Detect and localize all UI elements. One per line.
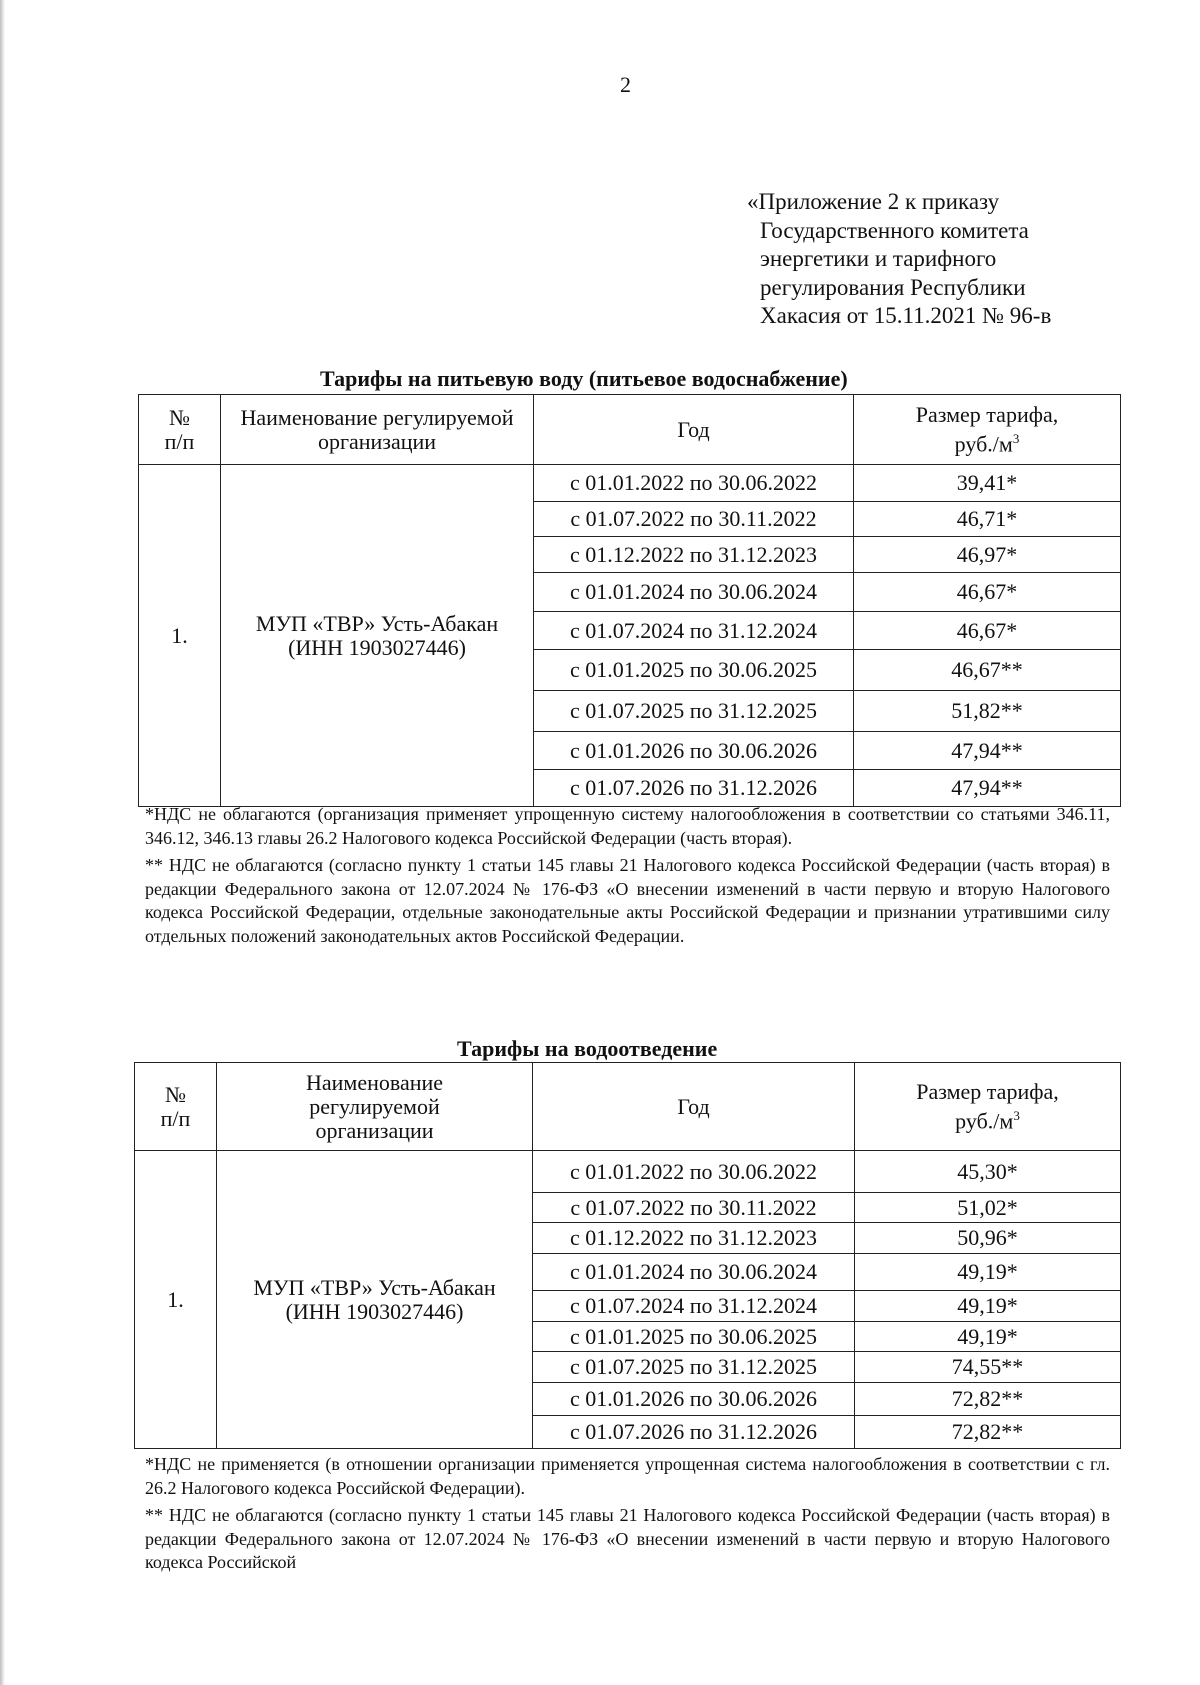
header-organization: Наименование регулируемой организации	[217, 1063, 533, 1151]
period-cell: с 01.01.2025 по 30.06.2025	[533, 1322, 855, 1352]
period-cell: с 01.12.2022 по 31.12.2023	[534, 537, 854, 573]
appendix-line: Хакасия от 15.11.2021 № 96-в	[760, 303, 1052, 328]
rate-cell: 51,82**	[854, 691, 1121, 732]
footnote-single-star: *НДС не применяется (в отношении организации применяется упрощенная система налогообложения в соответствии с гл. 26.2 Налогового кодекса Российской Федерации).	[145, 1454, 1110, 1498]
rate-cell: 46,67**	[854, 650, 1121, 691]
appendix-reference	[747, 188, 1167, 331]
header-rate: Размер тарифа, $руб./м^3$	[854, 395, 1121, 465]
header-number: № п/п	[139, 395, 221, 465]
period-cell: с 01.01.2026 по 30.06.2026	[533, 1383, 855, 1416]
rate-cell: 72,82**	[855, 1383, 1121, 1416]
period-cell: с 01.01.2022 по 30.06.2022	[533, 1151, 855, 1193]
rate-cell: 74,55**	[855, 1352, 1121, 1383]
organization-cell	[221, 465, 534, 807]
header-rate: Размер тарифа, $руб./м^3$	[855, 1063, 1121, 1151]
row-number-cell: 1.	[135, 1151, 217, 1449]
period-cell: с 01.07.2024 по 31.12.2024	[533, 1291, 855, 1322]
period-cell: с 01.07.2022 по 30.11.2022	[533, 1193, 855, 1223]
water-tariff-title: Тарифы на питьевую воду (питьевое водоснабжение)	[320, 366, 848, 391]
header-number: № п/п	[135, 1063, 217, 1151]
rate-cell: 49,19*	[855, 1254, 1121, 1291]
appendix-line: «Приложение 2 к приказу	[747, 189, 1000, 214]
sewer-footnotes	[145, 1453, 1110, 1579]
period-cell: с 01.07.2022 по 30.11.2022	[534, 502, 854, 537]
period-cell: с 01.01.2022 по 30.06.2022	[534, 465, 854, 502]
footnote-single-star: *НДС не облагаются (организация применяет упрощенную систему налогообложения в соответствии со статьями 346.11, 346.12, 346.13 главы 26.2 Налогового кодекса Российской Федерации (часть вторая).	[145, 804, 1110, 848]
rate-cell: 39,41*	[854, 465, 1121, 502]
sewer-tariff-table	[134, 1062, 1121, 1449]
rate-cell: 50,96*	[855, 1223, 1121, 1254]
appendix-line: регулирования Республики	[760, 274, 1026, 300]
header-organization: Наименование регулируемой организации	[221, 395, 534, 465]
table-header-row	[139, 395, 1121, 465]
rate-cell: 51,02*	[855, 1193, 1121, 1223]
rate-cell: 49,19*	[855, 1291, 1121, 1322]
water-tariff-table	[138, 394, 1121, 807]
page-number: 2	[620, 72, 631, 97]
appendix-line: энергетики и тарифного	[760, 246, 997, 271]
period-cell: с 01.01.2025 по 30.06.2025	[534, 650, 854, 691]
header-period: Год	[533, 1063, 855, 1151]
table-row	[139, 465, 1121, 502]
period-cell: с 01.01.2024 по 30.06.2024	[534, 573, 854, 612]
period-cell: с 01.07.2026 по 31.12.2026	[534, 770, 854, 807]
rate-cell: 46,67*	[854, 612, 1121, 650]
organization-name: МУП «ТВР» Усть-Абакан	[253, 1274, 496, 1300]
period-cell: с 01.07.2025 по 31.12.2025	[534, 691, 854, 732]
scan-edge	[0, 0, 5, 1685]
period-cell: с 01.07.2025 по 31.12.2025	[533, 1352, 855, 1383]
period-cell: с 01.01.2026 по 30.06.2026	[534, 732, 854, 770]
rate-cell: 49,19*	[855, 1322, 1121, 1352]
period-cell: с 01.12.2022 по 31.12.2023	[533, 1223, 855, 1254]
period-cell: с 01.01.2024 по 30.06.2024	[533, 1254, 855, 1291]
rate-cell: 47,94**	[854, 732, 1121, 770]
period-cell: с 01.07.2026 по 31.12.2026	[533, 1416, 855, 1449]
table-header-row	[135, 1063, 1121, 1151]
rate-cell: 46,67*	[854, 573, 1121, 612]
appendix-line: Государственного комитета	[760, 217, 1029, 243]
sewer-tariff-title: Тарифы на водоотведение	[457, 1036, 718, 1061]
header-period: Год	[534, 395, 854, 465]
organization-name: МУП «ТВР» Усть-Абакан	[255, 610, 499, 636]
footnote-double-star: ** НДС не облагаются (согласно пункту 1 статьи 145 главы 21 Налогового кодекса Российской Федерации (часть вторая) в редакции Федерального закона от 12.07.2024 № 176-ФЗ «О внесении изменений в части первую и вторую Налогового кодекса Российской	[145, 1505, 1110, 1572]
organization-cell	[217, 1151, 533, 1449]
rate-cell: 72,82**	[855, 1416, 1121, 1449]
organization-inn: (ИНН 1903027446)	[285, 1298, 464, 1324]
rate-cell: 46,71*	[854, 502, 1121, 537]
rate-cell: 45,30*	[855, 1151, 1121, 1193]
table-row	[135, 1151, 1121, 1193]
period-cell: с 01.07.2024 по 31.12.2024	[534, 612, 854, 650]
rate-cell: 46,97*	[854, 537, 1121, 573]
row-number-cell: 1.	[139, 465, 221, 807]
rate-cell: 47,94**	[854, 770, 1121, 807]
footnote-double-star: ** НДС не облагаются (согласно пункту 1 статьи 145 главы 21 Налогового кодекса Российской Федерации (часть вторая) в редакции Федерального закона от 12.07.2024 № 176-ФЗ «О внесении изменений в части первую и вторую Налогового кодекса Российской Федерации, отдельные законодательные акты Российской Федерации и признании утратившими силу отдельных положений законодательных актов Российской Федерации.	[145, 855, 1110, 946]
organization-inn: (ИНН 1903027446)	[288, 634, 466, 660]
water-footnotes	[145, 803, 1110, 952]
